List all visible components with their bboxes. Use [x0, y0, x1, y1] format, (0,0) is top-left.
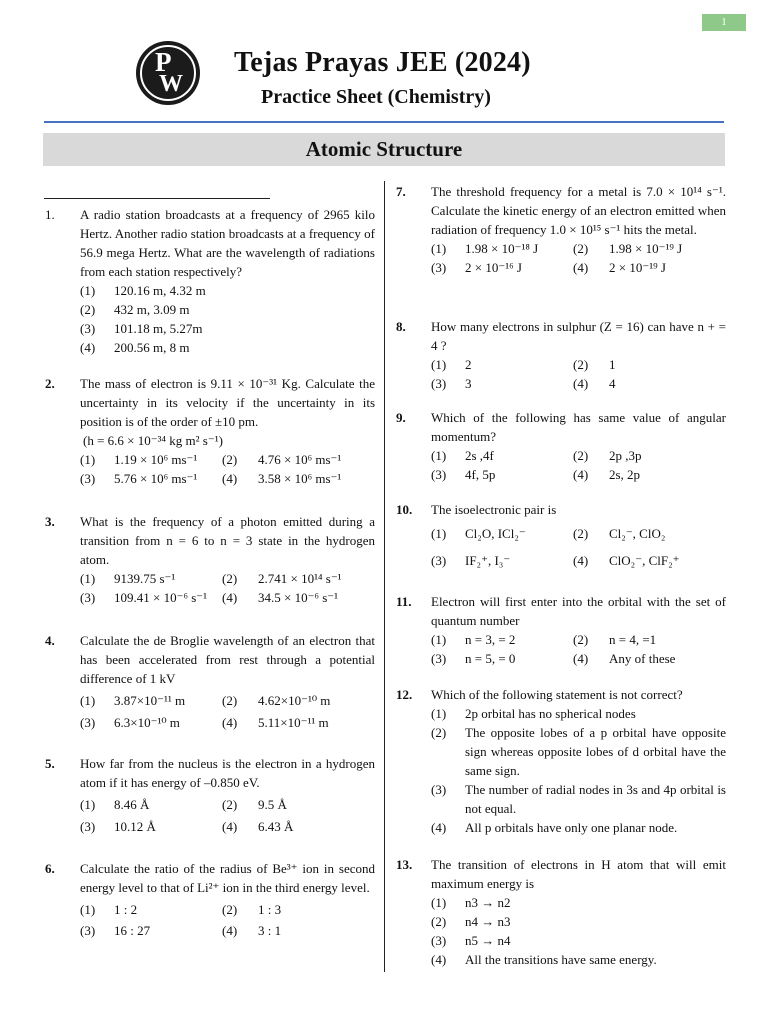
- option-text: n = 5, = 0: [465, 651, 516, 666]
- option-label: (4): [431, 952, 447, 967]
- option-label: (1): [431, 895, 447, 910]
- option-text: 34.5 × 10⁻⁶ s⁻¹: [258, 590, 339, 605]
- question-number: 10.: [396, 502, 413, 517]
- option-text: n3 → n2: [465, 895, 511, 910]
- option-label: (1): [80, 571, 96, 586]
- option-text: 432 m, 3.09 m: [114, 302, 190, 317]
- option-label: (4): [222, 923, 238, 938]
- option-text: n = 4, =1: [609, 632, 657, 647]
- option-text: 9.5 Å: [258, 797, 287, 812]
- option-text: 2p orbital has no spherical nodes: [465, 706, 636, 721]
- option-label: (4): [573, 467, 589, 482]
- option-text: Cl₂O, ICl₂⁻: [465, 526, 526, 541]
- option-label: (2): [222, 452, 238, 467]
- option-label: (2): [431, 914, 447, 929]
- option-label: (2): [80, 302, 96, 317]
- option-text: 3.58 × 10⁶ ms⁻¹: [258, 471, 342, 486]
- option-text: 4f, 5p: [465, 467, 496, 482]
- option-label: (2): [222, 902, 238, 917]
- question-number: 2.: [45, 376, 55, 391]
- question-text: Calculate the de Broglie wavelength of an electron that has been accelerated from rest through a potential difference of 1 kV: [80, 633, 375, 686]
- question-12: [396, 685, 726, 837]
- option-text: 4.62×10⁻¹⁰ m: [258, 693, 331, 708]
- question-number: 9.: [396, 410, 406, 425]
- option-text: 8.46 Å: [114, 797, 150, 812]
- option-text: n4 → n3: [465, 914, 511, 929]
- option-label: (2): [222, 571, 238, 586]
- option-text: 6.3×10⁻¹⁰ m: [114, 715, 180, 730]
- question-number: 3.: [45, 514, 55, 529]
- question-9: [396, 408, 726, 484]
- question-text: (h = 6.6 × 10⁻³⁴ kg m² s⁻¹): [83, 433, 223, 448]
- option-label: (1): [80, 283, 96, 298]
- option-text: 3 : 1: [258, 923, 282, 938]
- sheet-subtitle: Practice Sheet (Chemistry): [261, 86, 491, 108]
- option-text: 1 : 3: [258, 902, 282, 917]
- option-text: 2s ,4f: [465, 448, 494, 463]
- question-11: [396, 592, 726, 668]
- option-text: 1: [609, 357, 616, 372]
- option-label: (4): [431, 820, 447, 835]
- option-text: 109.41 × 10⁻⁶ s⁻¹: [114, 590, 208, 605]
- option-label: (3): [80, 819, 96, 834]
- option-text: 2s, 2p: [609, 467, 641, 482]
- question-7: [396, 182, 726, 277]
- option-text: 2 × 10⁻¹⁹ J: [609, 260, 666, 275]
- option-label: (3): [431, 260, 447, 275]
- option-text: The number of radial nodes in 3s and 4p orbital is not equal.: [465, 782, 726, 816]
- question-text: How many electrons in sulphur (Z = 16) can have n + = 4 ?: [431, 319, 726, 353]
- option-text: 6.43 Å: [258, 819, 294, 834]
- question-8: [396, 317, 726, 393]
- option-text: 5.11×10⁻¹¹ m: [258, 715, 329, 730]
- question-number: 7.: [396, 184, 406, 199]
- option-text: Any of these: [609, 651, 676, 666]
- question-number: 4.: [45, 633, 55, 648]
- option-text: 16 : 27: [114, 923, 151, 938]
- question-text: Electron will first enter into the orbital with the set of quantum number: [431, 594, 726, 628]
- question-text: The threshold frequency for a metal is 7.0 × 10¹⁴ s⁻¹. Calculate the kinetic energy of an electron emitted when radiation of frequency 1.0 × 10¹⁵ s⁻¹ hits the metal.: [431, 184, 726, 237]
- option-label: (4): [573, 553, 589, 568]
- option-label: (2): [573, 448, 589, 463]
- option-text: 200.56 m, 8 m: [114, 340, 190, 355]
- question-3: [45, 512, 375, 607]
- question-4: [45, 631, 375, 732]
- option-label: (1): [431, 632, 447, 647]
- option-text: 10.12 Å: [114, 819, 156, 834]
- option-text: IF₂⁺, I₃⁻: [465, 553, 511, 568]
- option-label: (3): [431, 782, 447, 797]
- option-label: (3): [431, 651, 447, 666]
- option-label: (4): [222, 819, 238, 834]
- question-text: The isoelectronic pair is: [431, 502, 557, 517]
- option-text: 2.741 × 10¹⁴ s⁻¹: [258, 571, 342, 586]
- question-number: 5.: [45, 756, 55, 771]
- option-label: (1): [80, 452, 96, 467]
- option-label: (3): [431, 553, 447, 568]
- option-label: (1): [431, 526, 447, 541]
- option-label: (3): [431, 933, 447, 948]
- option-label: (3): [80, 715, 96, 730]
- option-text: 3.87×10⁻¹¹ m: [114, 693, 186, 708]
- question-text: The mass of electron is 9.11 × 10⁻³¹ Kg. Calculate the uncertainty in its velocity if the uncertainty in its position is of the order of ±10 pm.: [80, 376, 375, 429]
- option-label: (4): [222, 715, 238, 730]
- option-label: (1): [431, 241, 447, 256]
- option-text: 2: [465, 357, 472, 372]
- question-text: What is the frequency of a photon emitted during a transition from n = 6 to n = 3 state in the hydrogen atom.: [80, 514, 375, 567]
- option-text: 2 × 10⁻¹⁶ J: [465, 260, 522, 275]
- option-text: 1.98 × 10⁻¹⁹ J: [609, 241, 683, 256]
- option-text: 9139.75 s⁻¹: [114, 571, 176, 586]
- question-10: [396, 500, 726, 570]
- option-label: (1): [431, 357, 447, 372]
- option-label: (2): [222, 693, 238, 708]
- topic-heading: Atomic Structure: [43, 133, 725, 166]
- column-divider: [384, 181, 385, 972]
- option-label: (2): [573, 357, 589, 372]
- option-label: (3): [431, 376, 447, 391]
- question-number: 11.: [396, 594, 412, 609]
- left-column-rule: [44, 198, 270, 199]
- option-text: 120.16 m, 4.32 m: [114, 283, 206, 298]
- option-text: n5 → n4: [465, 933, 511, 948]
- question-13: [396, 855, 726, 969]
- sheet-title: Tejas Prayas JEE (2024): [234, 47, 531, 78]
- question-text: Which of the following has same value of angular momentum?: [431, 410, 726, 444]
- question-number: 1.: [45, 207, 55, 222]
- option-label: (4): [573, 376, 589, 391]
- option-text: n = 3, = 2: [465, 632, 516, 647]
- option-label: (2): [222, 797, 238, 812]
- option-text: All the transitions have same energy.: [465, 952, 657, 967]
- option-text: 4.76 × 10⁶ ms⁻¹: [258, 452, 342, 467]
- question-number: 6.: [45, 861, 55, 876]
- option-text: 3: [465, 376, 472, 391]
- option-text: ClO₂⁻, ClF₂⁺: [609, 553, 680, 568]
- option-text: All p orbitals have only one planar node.: [465, 820, 678, 835]
- question-number: 13.: [396, 857, 413, 872]
- question-number: 12.: [396, 687, 413, 702]
- option-text: Cl₂⁻, ClO₂: [609, 526, 666, 541]
- question-text: How far from the nucleus is the electron in a hydrogen atom if it has energy of –0.850 eV.: [80, 756, 375, 790]
- option-label: (2): [573, 526, 589, 541]
- option-label: (2): [431, 725, 447, 740]
- option-text: 5.76 × 10⁶ ms⁻¹: [114, 471, 198, 486]
- option-label: (3): [80, 321, 96, 336]
- option-label: (1): [431, 706, 447, 721]
- option-text: 1.98 × 10⁻¹⁸ J: [465, 241, 539, 256]
- question-1: [45, 205, 375, 357]
- question-text: A radio station broadcasts at a frequency of 2965 kilo Hertz. Another radio station broadcasts at a frequency of 56.9 mega Hertz. What are the wavelength of radiations from each station respectively?: [80, 207, 375, 279]
- option-text: The opposite lobes of a p orbital have opposite sign whereas opposite lobes of d orbital have the same sign.: [465, 725, 726, 778]
- option-label: (1): [431, 448, 447, 463]
- option-label: (3): [80, 471, 96, 486]
- option-label: (4): [573, 260, 589, 275]
- question-6: [45, 859, 375, 940]
- option-label: (3): [80, 923, 96, 938]
- pw-logo: P W: [136, 41, 200, 105]
- option-label: (3): [431, 467, 447, 482]
- question-text: Which of the following statement is not correct?: [431, 687, 683, 702]
- option-label: (2): [573, 632, 589, 647]
- option-label: (1): [80, 693, 96, 708]
- question-number: 8.: [396, 319, 406, 334]
- option-text: 101.18 m, 5.27m: [114, 321, 203, 336]
- option-label: (1): [80, 902, 96, 917]
- option-text: 2p ,3p: [609, 448, 642, 463]
- option-label: (4): [80, 340, 96, 355]
- option-label: (3): [80, 590, 96, 605]
- option-label: (4): [573, 651, 589, 666]
- option-text: 4: [609, 376, 616, 391]
- option-text: 1.19 × 10⁶ ms⁻¹: [114, 452, 198, 467]
- option-text: 1 : 2: [114, 902, 138, 917]
- header-divider: [44, 121, 724, 123]
- question-2: [45, 374, 375, 488]
- question-text: The transition of electrons in H atom that will emit maximum energy is: [431, 857, 726, 891]
- option-label: (4): [222, 471, 238, 486]
- option-label: (2): [573, 241, 589, 256]
- question-text: Calculate the ratio of the radius of Be³⁺ ion in second energy level to that of Li²⁺ ion in the third energy level.: [80, 861, 375, 895]
- option-label: (4): [222, 590, 238, 605]
- option-label: (1): [80, 797, 96, 812]
- page-number-badge: 1: [702, 14, 746, 31]
- question-5: [45, 754, 375, 836]
